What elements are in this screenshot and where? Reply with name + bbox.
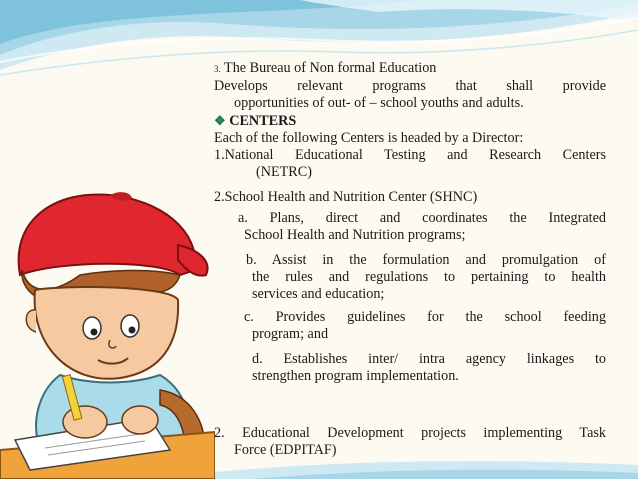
item3-number: 3. — [214, 64, 221, 74]
item2b-line2: Force (EDPITAF) — [234, 442, 337, 458]
item3-heading — [214, 60, 606, 78]
centers-intro: Each of the following Centers is headed by a Director: — [214, 130, 524, 146]
sub-b-line2: the rules and regulations to pertaining to health — [252, 269, 606, 285]
item3-line1: Develops relevant programs that shall provide — [214, 78, 606, 94]
boy-writing-illustration — [0, 150, 215, 479]
sub-a-line2: School Health and Nutrition programs; — [244, 227, 466, 243]
item3-title: The Bureau of Non formal Education — [224, 60, 437, 76]
sub-c-line1: c. Provides guidelines for the school feeding — [244, 309, 606, 325]
item3-line2: opportunities of out- of – school youths and adults. — [234, 95, 524, 111]
diamond-bullet-icon: ❖ — [214, 113, 226, 128]
sub-d-line1: d. Establishes inter/ intra agency linkages to — [252, 351, 606, 367]
sub-c-line2: program; and — [252, 326, 329, 342]
sub-a-line1: a. Plans, direct and coordinates the Integrated — [238, 210, 606, 226]
item2b-line1: 2. Educational Development projects implementing Task — [214, 425, 606, 441]
center1-line2: (NETRC) — [256, 164, 312, 180]
slide-text-block — [214, 60, 606, 459]
sub-d-line2: strengthen program implementation. — [252, 368, 459, 384]
centers-heading-row — [214, 112, 606, 130]
centers-heading: CENTERS — [229, 113, 297, 129]
center2-sublist — [214, 210, 606, 385]
center1-line1: 1.National Educational Testing and Research Centers — [214, 147, 606, 163]
sub-b-line1: b. Assist in the formulation and promulgation of — [246, 252, 606, 268]
sub-b-line3: services and education; — [252, 286, 385, 302]
center2-title: 2.School Health and Nutrition Center (SHNC) — [214, 189, 478, 205]
